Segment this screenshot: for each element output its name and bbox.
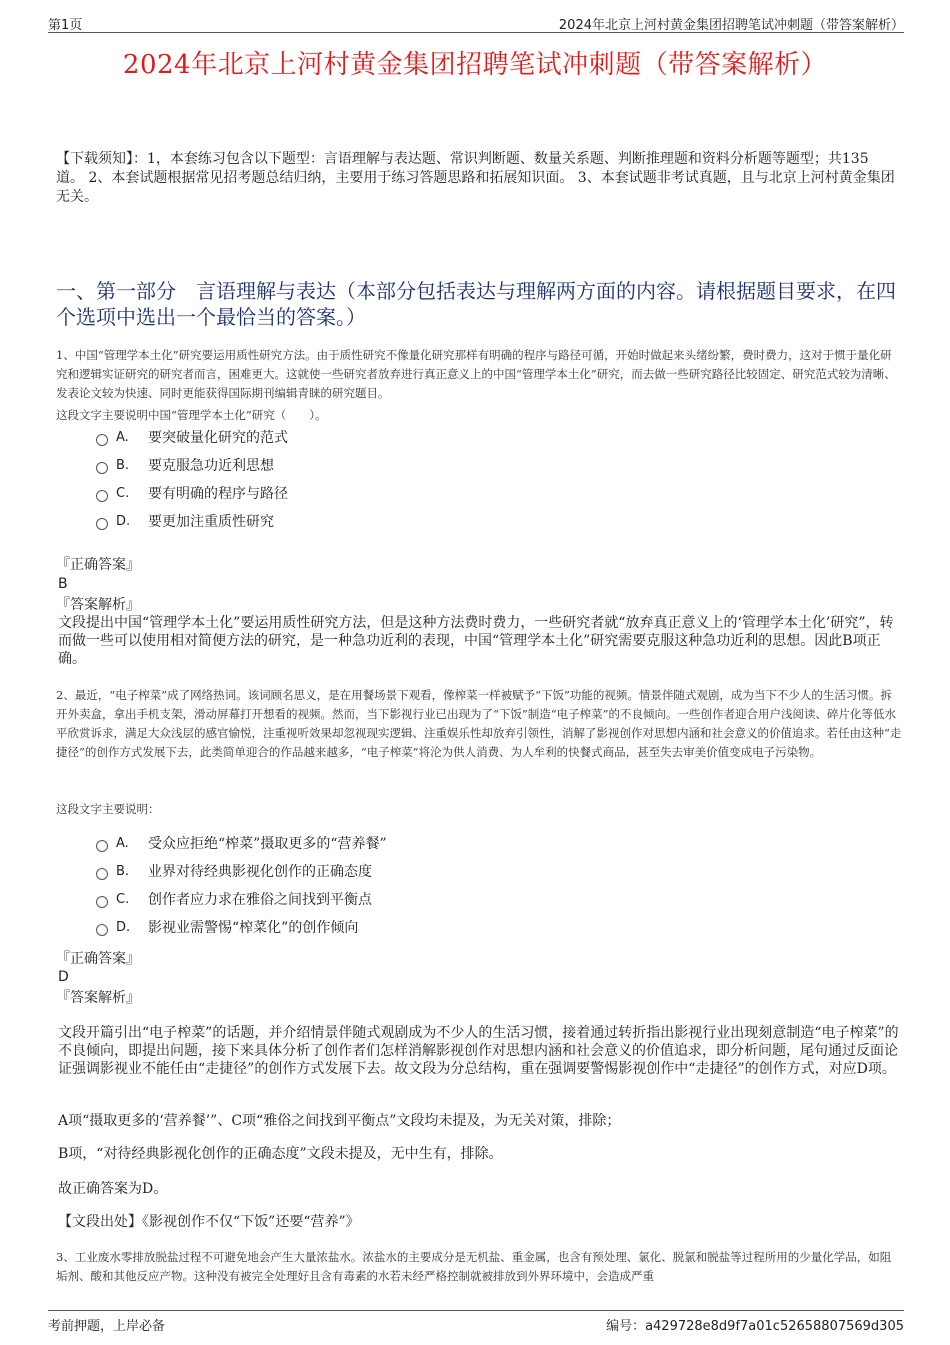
answer-value: D (58, 969, 69, 985)
option-text: 业界对待经典影视化创作的正确态度 (148, 864, 372, 880)
analysis-paragraph: B项，“对待经典影视化创作的正确态度”文段未提及，无中生有，排除。 (58, 1146, 503, 1162)
source-citation: 【文段出处】《影视创作不仅“下饭”还要“营养”》 (58, 1214, 360, 1230)
answer-label: 『正确答案』 (56, 951, 140, 967)
option-letter: B. (116, 458, 130, 473)
option-text: 受众应拒绝“榨菜”摄取更多的“营养餐” (148, 836, 387, 852)
analysis-paragraph: 文段开篇引出“电子榨菜”的话题，并介绍情景伴随式观剧成为不少人的生活习惯，接着通过转折指出影视行业出现刻意制造“电子榨菜”的不良倾向，即提出问题，接下来具体分析了创作者们怎样消解影视创作对思想内涵和社会意义的价值追求，即分析问题，尾句通过反面论证强调影视业不能任由“走捷径”的创作方式发展下去。故文段为分总结构，重在强调要警惕影视创作中“走捷径”的创作方式，对应D项。 (58, 1025, 899, 1077)
option-letter: A. (116, 836, 129, 851)
radio-icon[interactable] (96, 490, 108, 502)
option-d[interactable] (96, 508, 796, 536)
option-letter: B. (116, 864, 130, 879)
option-letter: D. (116, 514, 131, 529)
radio-icon[interactable] (96, 518, 108, 530)
page-footer (48, 1310, 904, 1335)
option-text: 创作者应力求在雅俗之间找到平衡点 (148, 892, 372, 908)
header-doc-title: 2024年北京上河村黄金集团招聘笔试冲刺题（带答案解析） (558, 18, 904, 33)
radio-icon[interactable] (96, 896, 108, 908)
download-notice: 【下载须知】：1，本套练习包含以下题型：言语理解与表达题、常识判断题、数量关系题、判断推理题和资料分析题等题型；共135道。 2、本套试题根据常见招考题总结归纳，主要用于练习答题思路和拓展知识面。 3、本套试题非考试真题，且与北京上河村黄金集团无关。 (56, 151, 895, 205)
question-2-stem: 2、最近，“电子榨菜”成了网络热词。该词顾名思义，是在用餐场景下观看，像榨菜一样被赋予“下饭”功能的视频。情景伴随式观剧，成为当下不少人的生活习惯。拆开外卖盒，拿出手机支架，滑动屏幕打开想看的视频。然而，当下影视行业已出现为了“下饭”制造“电子榨菜”的不良倾向。一些创作者迎合用户浅阅读、碎片化等低水平欣赏诉求，满足大众浅层的感官愉悦，注重视听效果却忽视现实逻辑、注重娱乐性却放弃引领性，消解了影视创作对思想内涵和社会意义的价值追求。若任由这种“走捷径”的创作方式发展下去，此类简单迎合的作品越来越多，“电子榨菜”将沦为供人消费、为人牟利的快餐式商品，甚至失去审美价值变成电子污染物。 (56, 688, 902, 759)
option-b[interactable] (96, 452, 796, 480)
option-c[interactable] (96, 886, 796, 914)
option-letter: C. (116, 486, 130, 501)
option-letter: D. (116, 920, 131, 935)
option-text: 影视业需警惕“榨菜化”的创作倾向 (148, 920, 359, 936)
option-text: 要更加注重质性研究 (148, 514, 274, 530)
option-text: 要突破量化研究的范式 (148, 430, 288, 446)
page-header (48, 12, 904, 33)
radio-icon[interactable] (96, 924, 108, 936)
analysis-paragraph: 故正确答案为D。 (58, 1181, 168, 1197)
question-1-stem: 1、中国“管理学本土化”研究要运用质性研究方法。由于质性研究不像量化研究那样有明确的程序与路径可循，开始时做起来头绪纷繁，费时费力，这对于惯于量化研究和逻辑实证研究的研究者而言，困难更大。这就使一些研究者放弃进行真正意义上的中国“管理学本土化”研究，而去做一些研究路径比较固定、研究范式较为清晰、发表论文较为快速、同时更能获得国际期刊编辑青睐的研究题目。 (56, 348, 896, 400)
page-number: 第1页 (48, 18, 83, 33)
section-title: 一、第一部分 言语理解与表达（本部分包括表达与理解两方面的内容。请根据题目要求，在四个选项中选出一个最恰当的答案。） (56, 279, 896, 329)
analysis-label: 『答案解析』 (56, 597, 140, 613)
radio-icon[interactable] (96, 462, 108, 474)
question-2-options (96, 830, 796, 942)
radio-icon[interactable] (96, 868, 108, 880)
radio-icon[interactable] (96, 434, 108, 446)
option-text: 要有明确的程序与路径 (148, 486, 288, 502)
question-3-stem: 3、工业废水零排放脱盐过程不可避免地会产生大量浓盐水。浓盐水的主要成分是无机盐、重金属，也含有预处理、氯化、脱氯和脱盐等过程所用的少量化学品，如阻垢剂、酸和其他反应产物。这种没有被完全处理好且含有毒素的水若未经严格控制就被排放到外界环境中，会造成严重 (56, 1250, 892, 1283)
footer-slogan: 考前押题，上岸必备 (48, 1319, 166, 1334)
radio-icon[interactable] (96, 840, 108, 852)
option-a[interactable] (96, 830, 796, 858)
analysis-label: 『答案解析』 (56, 990, 140, 1006)
analysis-paragraph: A项“摄取更多的‘营养餐’”、C项“雅俗之间找到平衡点”文段均未提及，为无关对策，排除； (58, 1113, 621, 1129)
option-text: 要克服急功近利思想 (148, 458, 274, 474)
question-1-prompt: 这段文字主要说明中国“管理学本土化”研究（ ）。 (56, 408, 327, 422)
option-letter: A. (116, 430, 129, 445)
option-d[interactable] (96, 914, 796, 942)
document-title: 2024年北京上河村黄金集团招聘笔试冲刺题（带答案解析） (122, 50, 828, 80)
question-2-prompt: 这段文字主要说明： (56, 802, 160, 816)
option-a[interactable] (96, 424, 796, 452)
answer-value: B (58, 576, 68, 592)
question-1-options (96, 424, 796, 536)
analysis-text: 文段提出中国“管理学本土化”要运用质性研究方法，但是这种方法费时费力，一些研究者就“放弃真正意义上的‘管理学本土化’研究”，转而做一些可以使用相对简便方法的研究，是一种急功近利的表现，中国“管理学本土化”研究需要克服这种急功近利的思想。因此B项正确。 (58, 615, 894, 667)
document-id: 编号：a429728e8d9f7a01c52658807569d305 (606, 1319, 904, 1334)
option-letter: C. (116, 892, 130, 907)
answer-label: 『正确答案』 (56, 557, 140, 573)
option-b[interactable] (96, 858, 796, 886)
option-c[interactable] (96, 480, 796, 508)
